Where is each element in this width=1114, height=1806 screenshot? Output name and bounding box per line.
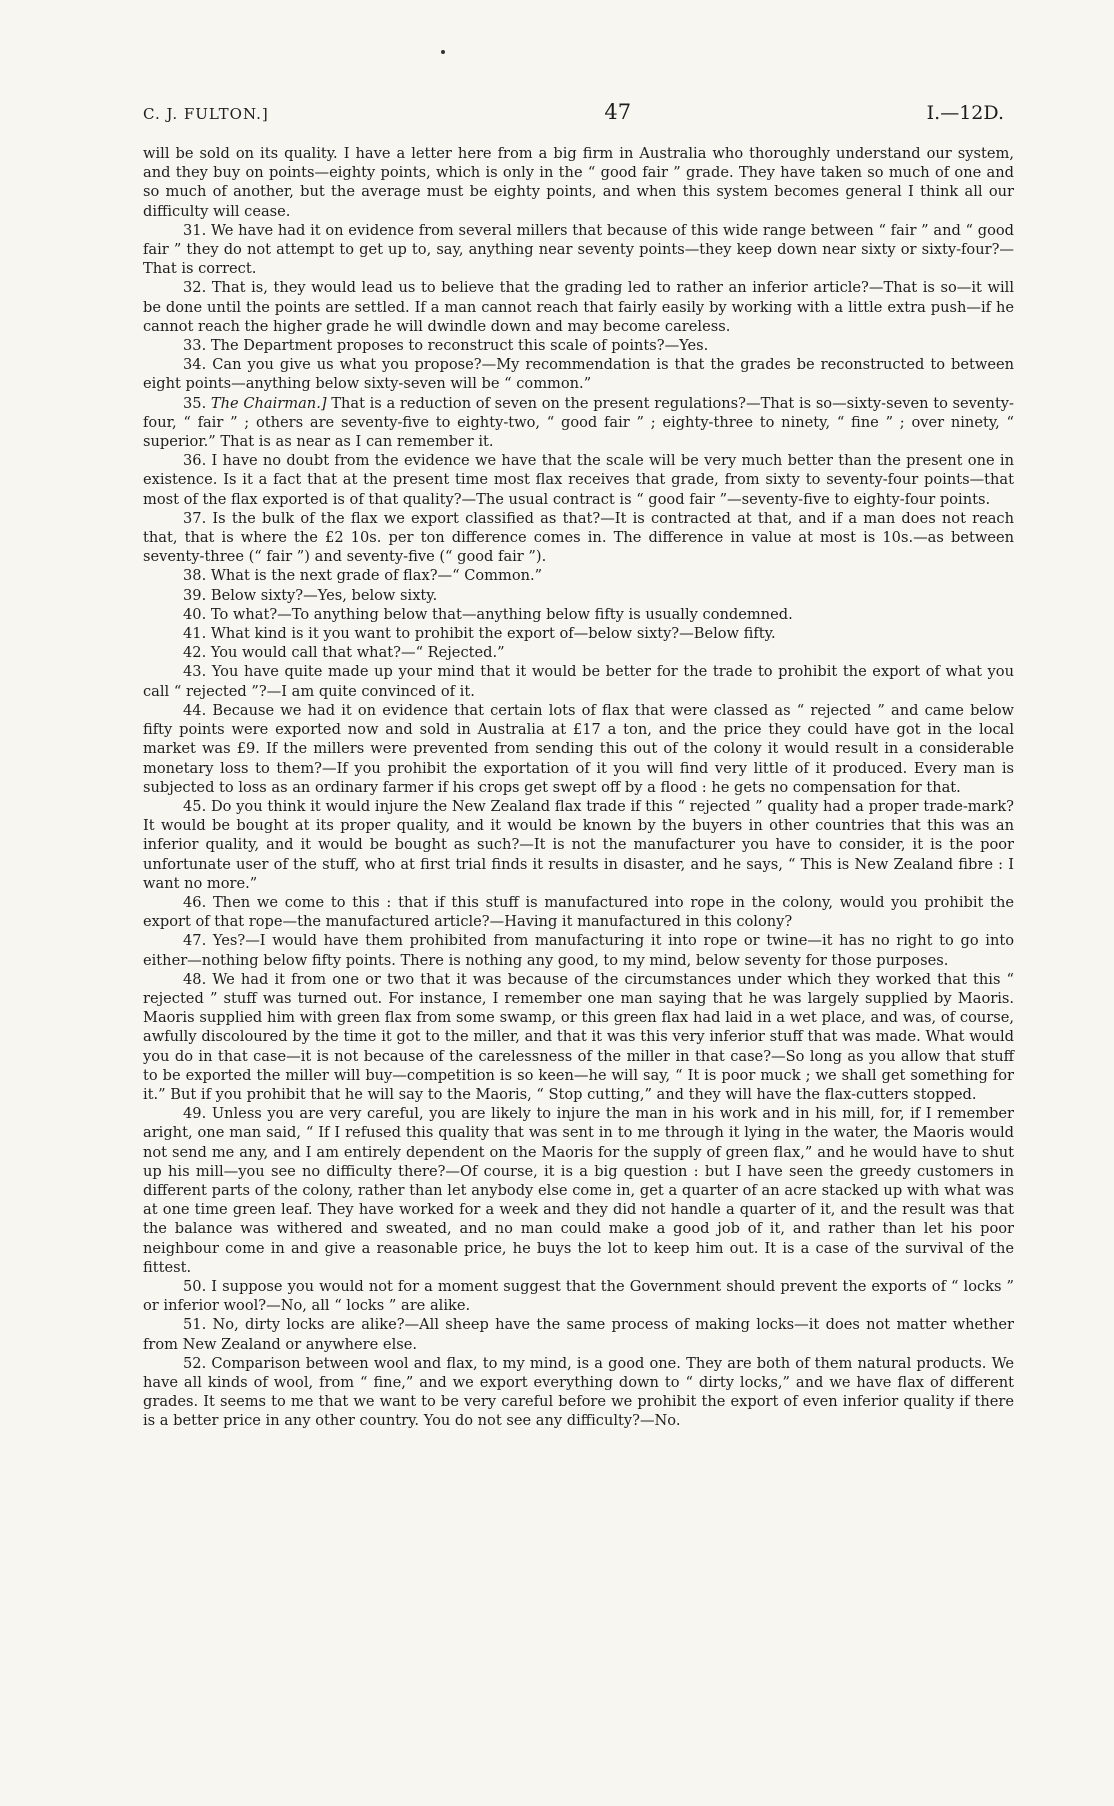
ink-dot-mark xyxy=(441,50,445,54)
header-witness-name: C. J. FULTON.] xyxy=(143,105,269,123)
paragraph-52: 52. Comparison between wool and flax, to my mind, is a good one. They are both of them natural products. We have all kinds of wool, from “ fine,” and we export everything down to “ dirty locks,” and we have flax of different grades. It seems to me that we want to be very careful before we prohibit the export of even inferior quality if there is a better price in any other country. You do not see any difficulty?—No. xyxy=(143,1354,1015,1430)
paragraph-42: 42. You would call that what?—“ Rejected.” xyxy=(183,644,505,662)
paragraph-48: 48. We had it from one or two that it was because of the circumstances under which they worked that this “ rejected ” stuff was turned out. For instance, I remember one man saying that he was largely supplied by Maoris. Maoris supplied him with green flax from some swamp, or this green flax had laid in a wet place, and was, of course, awfully discoloured by the time it got to the miller, and that it was this very inferior stuff that was made. What would you do in that case—it is not because of the carelessness of the miller in that case?—So long as you allow that stuff to be exported the miller will buy—competition is so keen—he will say, “ It is poor muck ; we shall get something for it.” But if you prohibit that he will say to the Maoris, “ Stop cutting,” and they will have the flax-cutters stopped. xyxy=(143,970,1015,1103)
question-number: 36. xyxy=(183,452,207,470)
page-header xyxy=(143,100,1014,136)
paragraph-43: 43. You have quite made up your mind that it would be better for the trade to prohibit the export of what you call “ rejected ”?—I am quite convinced of it. xyxy=(143,663,1014,700)
question-number: 44. xyxy=(183,701,207,719)
question-number: 35. xyxy=(183,394,207,412)
question-number: 34. xyxy=(183,356,207,374)
page-number: 47 xyxy=(604,100,632,124)
question-number: 46. xyxy=(183,893,207,911)
paragraph-35: 35. The Chairman.] That is a reduction of seven on the present regulations?—That is so—sixty-seven to seventy-four, “ fair ” ; others are seventy-five to eighty-two, “ good fair ” ; eighty-three to ninety, “ fine ” ; over ninety, “ superior.” That is as near as I can remember it. xyxy=(143,394,1014,451)
paragraph-31: 31. We have had it on evidence from several millers that because of this wide range between “ fair ” and “ good fair ” they do not attempt to get up to, say, anything near seventy points—they keep down near sixty or sixty-four?—That is correct. xyxy=(143,221,1015,278)
paragraph-39: 39. Below sixty?—Yes, below sixty. xyxy=(183,586,438,604)
paragraph-37: 37. Is the bulk of the flax we export classified as that?—It is contracted at that, and if a man does not reach that, that is where the £2 10s. per ton difference comes in. The difference in value at most is 10s.—as between seventy-three (“ fair ”) and seventy-five (“ good fair ”). xyxy=(143,509,1015,566)
paragraph-46: 46. Then we come to this : that if this stuff is manufactured into rope in the colony, would you prohibit the export of that rope—the manufactured article?—Having it manufactured in this colony? xyxy=(143,893,1014,931)
paragraph-0: will be sold on its quality. I have a letter here from a big firm in Australia who thoroughly understand our system, and they buy on points—eighty points, which is only in the “ good fair ” grade. They have taken so much of one and so much of another, but the average must be eighty points, and when this system becomes general I think all our difficulty will cease. xyxy=(143,145,1014,220)
question-number: 42. xyxy=(183,644,207,662)
speaker-label: The Chairman.] xyxy=(210,394,327,412)
question-number: 47. xyxy=(183,932,207,950)
paragraph-33: 33. The Department proposes to reconstruct this scale of points?—Yes. xyxy=(183,337,709,355)
document-reference: I.—12D. xyxy=(926,102,1004,124)
question-number: 31. xyxy=(183,221,207,239)
question-number: 41. xyxy=(183,625,207,643)
question-number: 45. xyxy=(183,797,207,815)
paragraph-38: 38. What is the next grade of flax?—“ Common.” xyxy=(183,567,543,585)
question-number: 50. xyxy=(183,1277,207,1295)
paragraph-32: 32. That is, they would lead us to believe that the grading led to rather an inferior article?—That is so—it will be done until the points are settled. If a man cannot reach that fairly easily by working with a little extra push—if he cannot reach the higher grade he will dwindle down and may become careless. xyxy=(143,279,1015,335)
paragraph-50: 50. I suppose you would not for a moment suggest that the Government should prevent the exports of “ locks ” or inferior wool?—No, all “ locks ” are alike. xyxy=(143,1277,1014,1315)
paragraph-36: 36. I have no doubt from the evidence we have that the scale will be very much better than the present one in existence. Is it a fact that at the present time most flax receives that grade, from sixty to seventy-four points—that most of the flax exported is of that quality?—The usual contract is “ good fair ”—seventy-five to eighty-four points. xyxy=(143,452,1014,508)
question-number: 51. xyxy=(183,1316,207,1334)
question-number: 49. xyxy=(183,1105,207,1123)
paragraph-41: 41. What kind is it you want to prohibit the export of—below sixty?—Below fifty. xyxy=(183,625,776,643)
question-number: 39. xyxy=(183,586,207,604)
paragraph-44: 44. Because we had it on evidence that certain lots of flax that were classed as “ rejected ” and came below fifty points were exported now and sold in Australia at £17 a ton, and the price they could have got in the local market was £9. If the millers were prevented from sending this out of the colony it would result in a considerable monetary loss to them?—If you prohibit the exportation of it you will find very little of it produced. Every man is subjected to loss as an ordinary farmer if his crops get swept off by a flood : he gets no compensation for that. xyxy=(143,701,1015,796)
paragraph-47: 47. Yes?—I would have them prohibited from manufacturing it into rope or twine—it has no right to go into either—nothing below fifty points. There is nothing any good, to my mind, below seventy for those purposes. xyxy=(143,932,1015,969)
question-number: 38. xyxy=(183,567,207,585)
question-number: 48. xyxy=(183,970,207,988)
question-number: 32. xyxy=(183,279,207,297)
question-number: 43. xyxy=(183,663,207,681)
question-number: 40. xyxy=(183,605,207,623)
paragraph-40: 40. To what?—To anything below that—anything below fifty is usually condemned. xyxy=(183,605,793,623)
paragraph-51: 51. No, dirty locks are alike?—All sheep have the same process of making locks—it does not matter whether from New Zealand or anywhere else. xyxy=(143,1316,1015,1353)
question-number: 37. xyxy=(183,509,207,527)
question-number: 33. xyxy=(183,337,207,355)
question-number: 52. xyxy=(183,1354,207,1372)
paragraph-49: 49. Unless you are very careful, you are likely to injure the man in his work and in his mill, for, if I remember aright, one man said, “ If I refused this quality that was sent in to me through it lying in the water, the Maoris would not send me any, and I am entirely dependent on the Maoris for the supply of green flax,” and he would have to shut up his mill—you see no difficulty there?—Of course, it is a big question : but I have seen the greedy customers in different parts of the colony, rather than let anybody else come in, get a quarter of an acre stacked up with what was at one time green leaf. They have worked for a week and they did not handle a quarter of it, and the result was that the balance was withered and sweated, and no man could make a good job of it, and rather than let his poor neighbour come in and give a reasonable price, he buys the lot to keep him out. It is a case of the survival of the fittest. xyxy=(143,1105,1014,1276)
paragraph-34: 34. Can you give us what you propose?—My recommendation is that the grades be reconstructed to between eight points—anything below sixty-seven will be “ common.” xyxy=(143,356,1014,393)
evidence-text xyxy=(143,144,1014,1431)
paragraph-45: 45. Do you think it would injure the New Zealand flax trade if this “ rejected ” quality had a proper trade-mark? It would be bought at its proper quality, and it would be known by the buyers in other countries that this was an inferior quality, and it would be bought as such?—It is not the manufacturer you have to consider, it is the poor unfortunate user of the stuff, who at first trial finds it results in disaster, and he says, “ This is New Zealand fibre : I want no more.” xyxy=(143,797,1014,892)
